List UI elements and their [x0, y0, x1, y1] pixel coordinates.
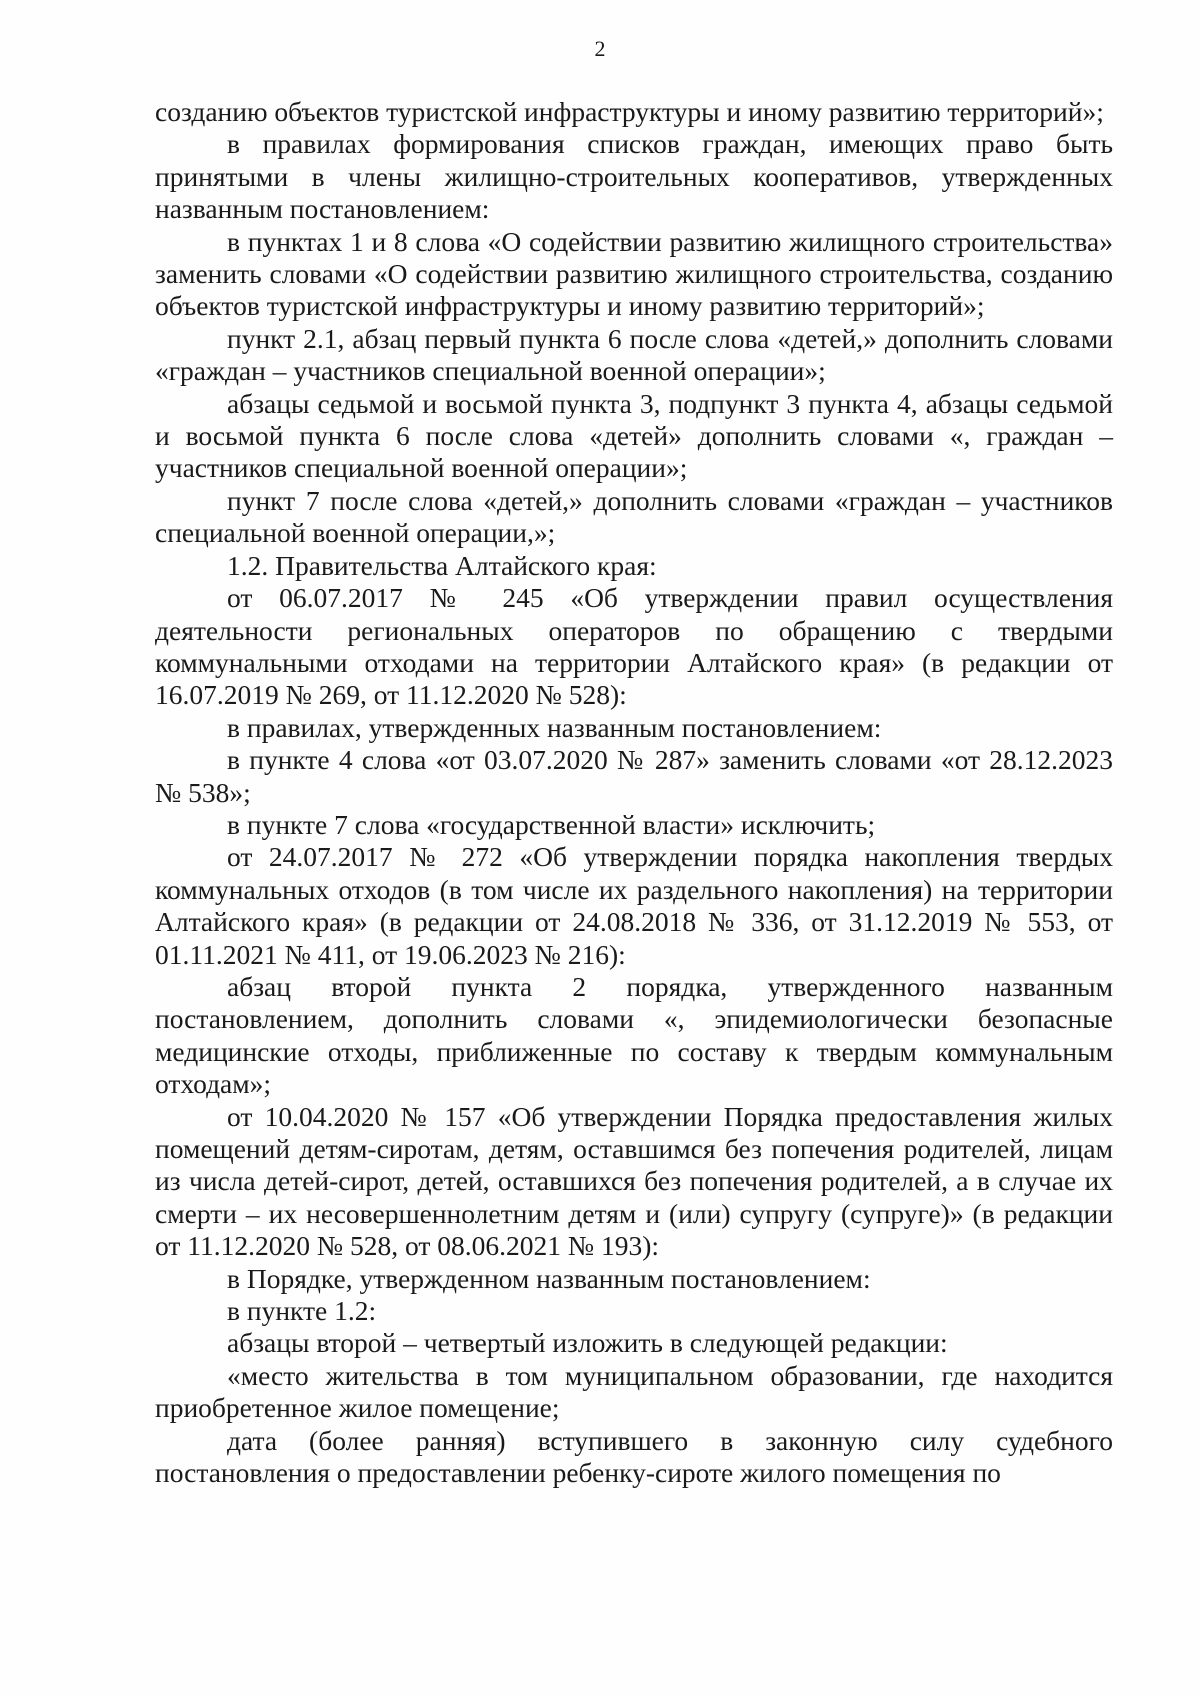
paragraph: 1.2. Правительства Алтайского края: [227, 549, 657, 581]
paragraph: в пунктах 1 и 8 слова «О содействии развитию жилищного строительства» заменить словами «О содействии развитию жилищного строительства, созданию объектов туристской инфраструктуры и иному развитию территорий»; [155, 225, 1113, 322]
document-body [155, 96, 1113, 1489]
paragraph: в пункте 4 слова «от 03.07.2020 № 287» заменить словами «от 28.12.2023 № 538»; [155, 744, 1113, 808]
paragraph: в правилах, утвержденных названным постановлением: [227, 711, 882, 743]
paragraph: от 24.07.2017 № 272 «Об утверждении порядка накопления твердых коммунальных отходов (в том числе их раздельного накопления) на территории Алтайского края» (в редакции от 24.08.2018 № 336, от 31.12.2019 № 553, от 01.11.2021 № 411, от 19.06.2023 № 216): [155, 841, 1113, 970]
paragraph: дата (более ранняя) вступившего в законную силу судебного постановления о предоставлении ребенку-сироте жилого помещения по [155, 1424, 1113, 1489]
paragraph: абзац второй пункта 2 порядка, утвержденного названным постановлением, дополнить словами «, эпидемиологически безопасные медицинские отходы, приближенные по составу к твердым коммунальным отходам»; [155, 970, 1113, 1100]
paragraph: от 10.04.2020 № 157 «Об утверждении Порядка предоставления жилых помещений детям-сиротам, детям, оставшимся без попечения родителей, лицам из числа детей-сирот, детей, оставшихся без попечения родителей, а в случае их смерти – их несовершеннолетним детям и (или) супругу (супруге)» (в редакции от 11.12.2020 № 528, от 08.06.2021 № 193): [155, 1100, 1113, 1262]
paragraph: в Порядке, утвержденном названным постановлением: [227, 1262, 871, 1294]
paragraph: созданию объектов туристской инфраструктуры и иному развитию территорий»; [155, 96, 1104, 127]
paragraph: абзацы второй – четвертый изложить в следующей редакции: [227, 1327, 948, 1359]
paragraph: в правилах формирования списков граждан, имеющих право быть принятыми в члены жилищно-строительных кооперативов, утвержденных названным постановлением: [155, 128, 1113, 225]
page-number: 2 [594, 36, 606, 61]
paragraph: абзацы седьмой и восьмой пункта 3, подпункт 3 пункта 4, абзацы седьмой и восьмой пункта 6 после слова «детей» дополнить словами «, граждан – участников специальной военной операции»; [155, 387, 1113, 484]
paragraph: пункт 2.1, абзац первый пункта 6 после слова «детей,» дополнить словами «граждан – участников специальной военной операции»; [155, 322, 1113, 387]
paragraph: «место жительства в том муниципальном образовании, где находится приобретенное жилое помещение; [155, 1359, 1113, 1424]
paragraph: в пункте 1.2: [227, 1295, 377, 1327]
paragraph: пункт 7 после слова «детей,» дополнить словами «граждан – участников специальной военной операции,»; [155, 484, 1113, 549]
paragraph: в пункте 7 слова «государственной власти» исключить; [227, 808, 876, 840]
paragraph: от 06.07.2017 № 245 «Об утверждении правил осуществления деятельности региональных операторов по обращению с твердыми коммунальными отходами на территории Алтайского края» (в редакции от 16.07.2019 № 269, от 11.12.2020 № 528): [155, 582, 1113, 711]
